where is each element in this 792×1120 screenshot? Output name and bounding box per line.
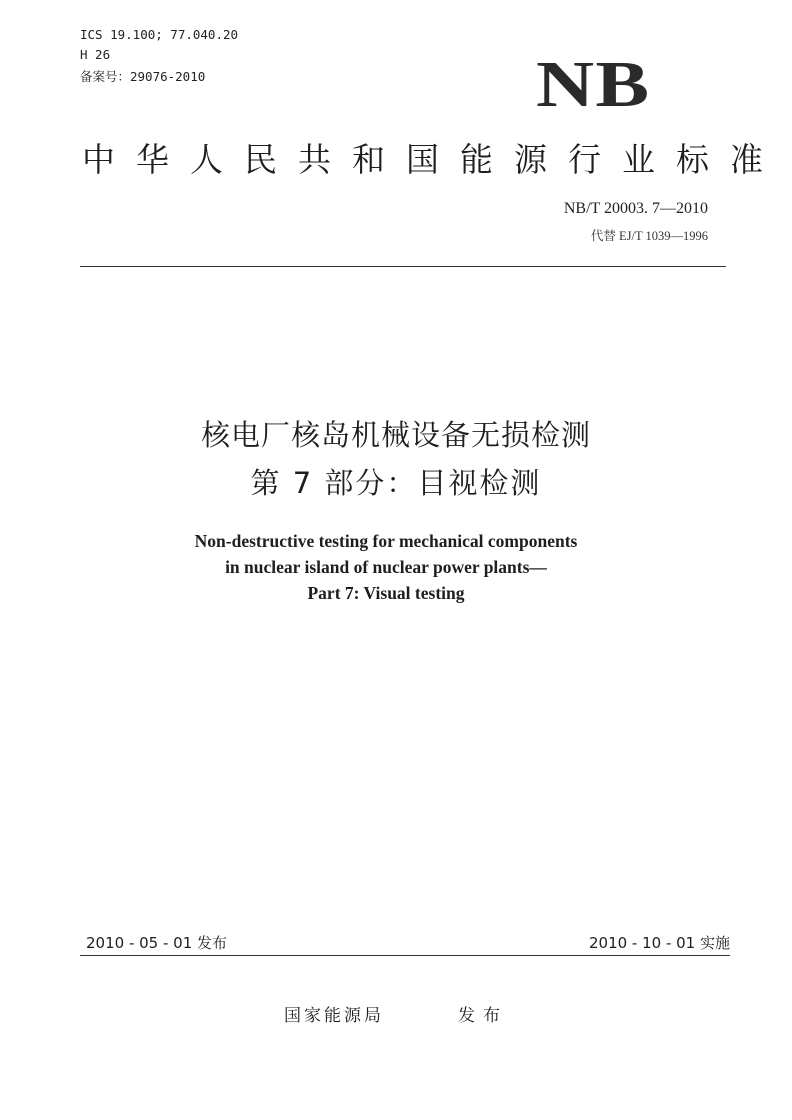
title-cn-line2: 第 7 部分：目视检测 <box>250 466 542 500</box>
publisher-name: 国家能源局 <box>284 1006 384 1026</box>
title-en-line2: in nuclear island of nuclear power plants— <box>225 557 547 577</box>
ics-code: ICS 19.100; 77.040.20 <box>80 27 239 42</box>
issue-date: 2010 - 05 - 01 发布 <box>86 934 228 952</box>
nb-logo: NB <box>536 48 651 121</box>
standard-number: NB/T 20003. 7—2010 <box>563 200 708 217</box>
title-en-line1: Non-destructive testing for mechanical components <box>194 531 578 551</box>
bottom-divider <box>80 955 730 956</box>
effective-date: 2010 - 10 - 01 实施 <box>588 934 730 952</box>
publisher-action: 发布 <box>458 1006 508 1026</box>
standard-name: 中华人民共和国能源行业标准 <box>82 140 784 179</box>
replaces-standard: 代替 EJ/T 1039—1996 <box>590 229 708 243</box>
filing-number: 备案号：29076-2010 <box>80 69 206 84</box>
classification-code: H 26 <box>80 47 111 62</box>
title-en-line3: Part 7: Visual testing <box>307 583 465 603</box>
top-divider <box>80 266 726 267</box>
title-cn-line1: 核电厂核岛机械设备无损检测 <box>200 418 591 452</box>
